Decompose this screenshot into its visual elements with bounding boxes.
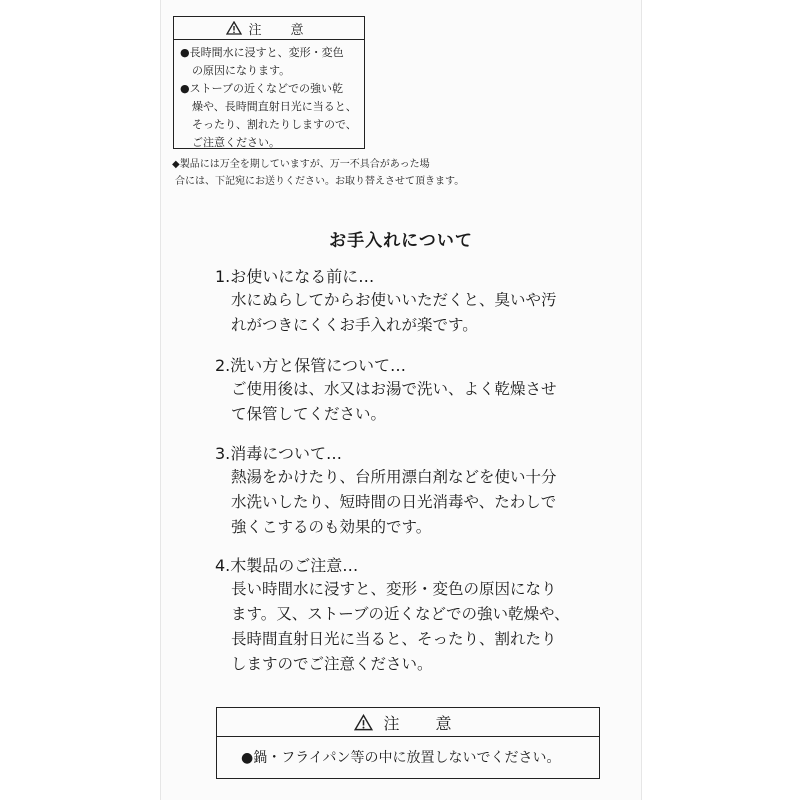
section-text: しますのでご注意ください。 [231, 655, 433, 673]
defect-note [172, 156, 632, 190]
section-text: 強くこするのも効果的です。 [231, 518, 432, 536]
caution-title: 注 意 [383, 713, 462, 733]
caution-line: ●長時間水に浸すと、変形・変色 [180, 46, 344, 59]
caution-header [217, 708, 599, 737]
instruction-card [160, 0, 642, 800]
section-title: 1.お使いになる前に… [215, 267, 375, 286]
caution-title: 注 意 [248, 22, 312, 38]
caution-line: 燥や、長時間直射日光に当ると、 [192, 100, 357, 113]
caution-body [174, 40, 364, 152]
caution-box-bottom [216, 707, 600, 779]
note-line: ◆製品には万全を期していますが、万一不具合があった場 [172, 159, 430, 170]
care-section-4 [215, 555, 635, 677]
note-line: 合には、下記宛にお送りください。お取り替えさせて頂きます。 [175, 176, 465, 187]
section-text: 熱湯をかけたり、台所用漂白剤などを使い十分 [231, 468, 557, 486]
section-text: ご使用後は、水又はお湯で洗い、よく乾燥させ [231, 380, 557, 398]
section-text: れがつきにくくお手入れが楽です。 [231, 316, 478, 334]
warning-triangle-icon [354, 714, 373, 731]
caution-line: そったり、割れたりしますので、 [192, 118, 357, 131]
warning-triangle-icon [226, 21, 242, 35]
care-section-3 [215, 443, 635, 540]
care-section-1 [215, 266, 635, 338]
section-title: 2.洗い方と保管について… [215, 356, 406, 375]
section-title: 3.消毒について… [215, 444, 342, 463]
section-text: 長時間直射日光に当ると、そったり、割れたり [231, 630, 557, 648]
section-text: 長い時間水に浸すと、変形・変色の原因になり [231, 580, 557, 598]
caution-body: ●鍋・フライパン等の中に放置しないでください。 [241, 750, 561, 766]
caution-header [174, 17, 364, 40]
section-text: 水洗いしたり、短時間の日光消毒や、たわしで [231, 493, 557, 511]
section-text: 水にぬらしてからお使いいただくと、臭いや汚 [231, 291, 557, 309]
section-text: て保管してください。 [231, 405, 387, 423]
caution-box-top [173, 16, 365, 149]
section-text: ます。又、ストーブの近くなどでの強い乾燥や、 [231, 605, 570, 623]
care-section-2 [215, 355, 635, 427]
caution-line: ご注意ください。 [192, 136, 280, 149]
caution-line: ●ストーブの近くなどでの強い乾 [180, 82, 344, 95]
caution-line: の原因になります。 [192, 64, 291, 77]
section-title: 4.木製品のご注意… [215, 556, 359, 575]
care-heading: お手入れについて [329, 231, 473, 251]
